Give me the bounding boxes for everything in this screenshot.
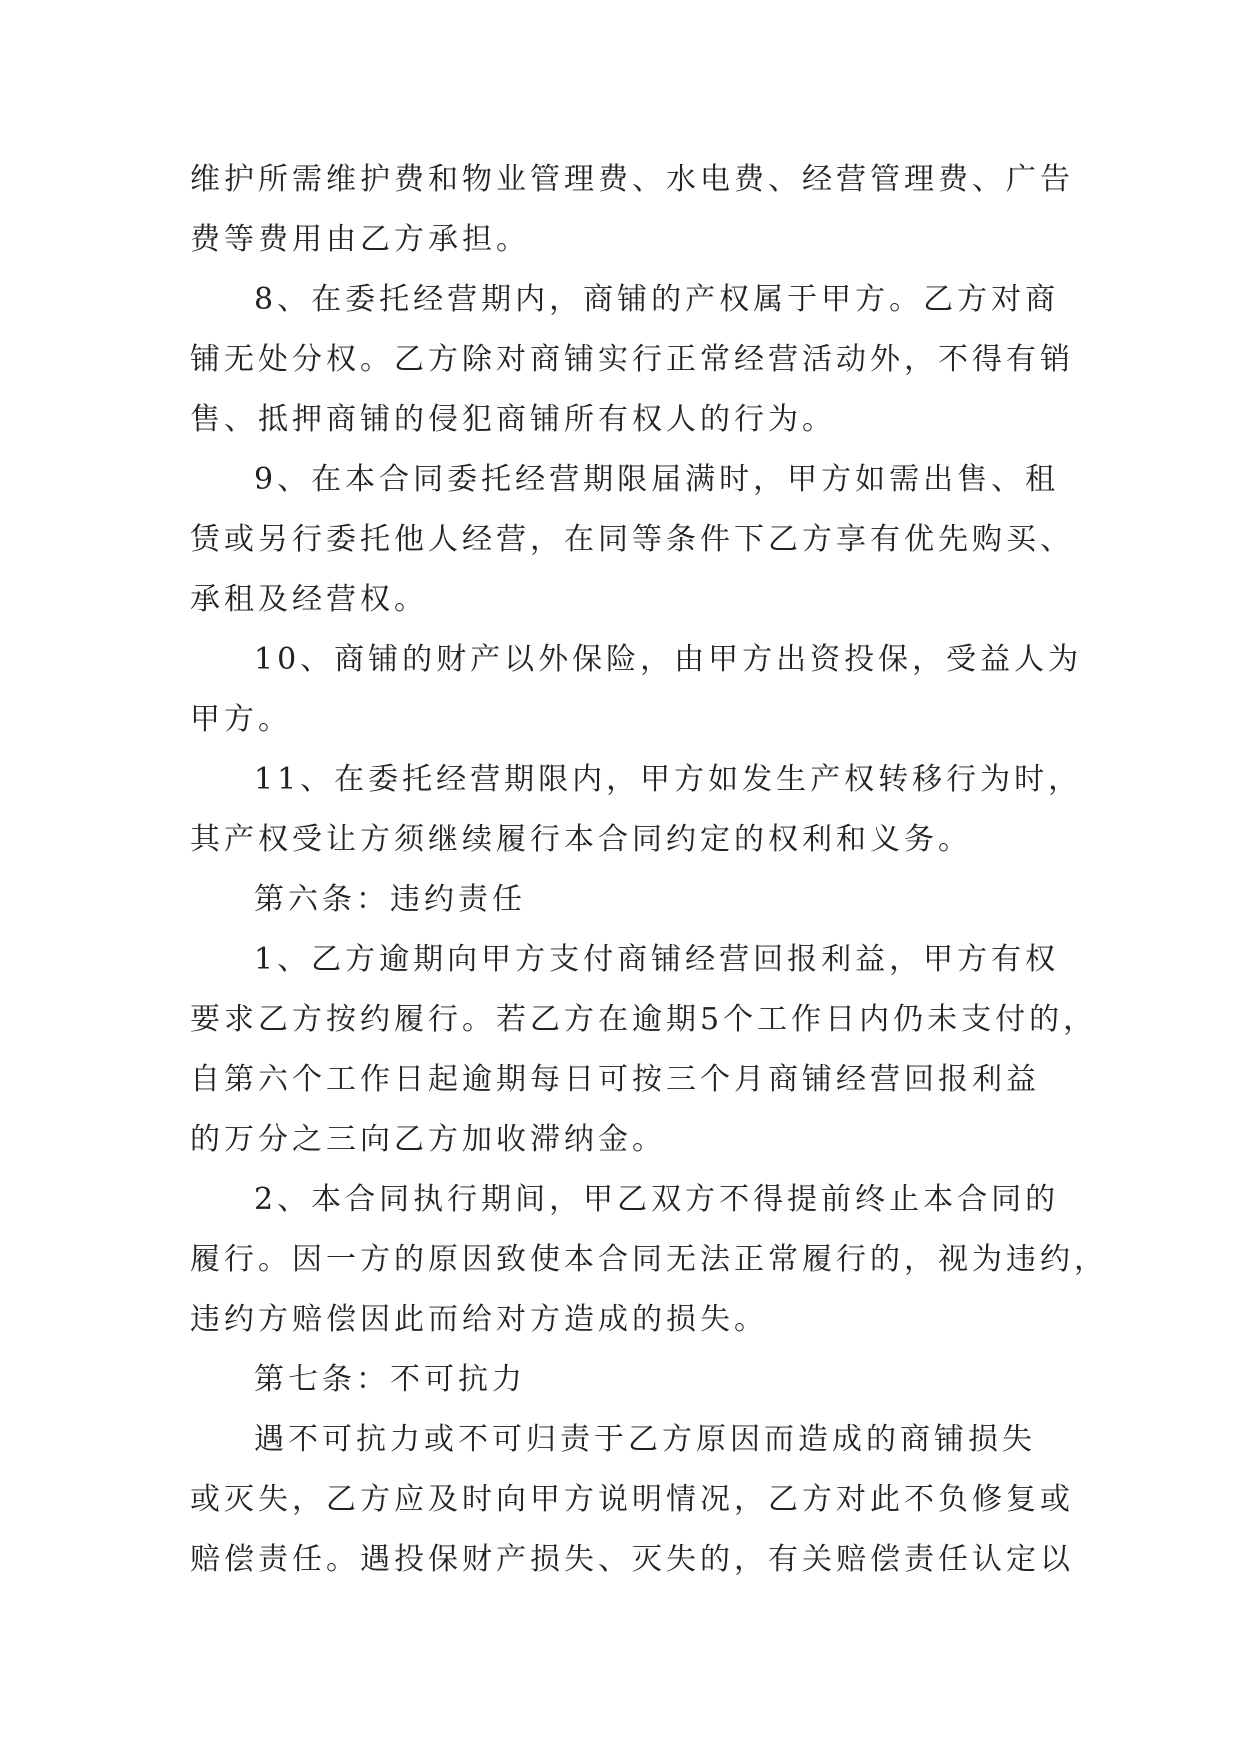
text-line: 的万分之三向乙方加收滞纳金。 <box>190 1122 666 1157</box>
text-line: 遇不可抗力或不可归责于乙方原因而造成的商铺损失 <box>254 1422 1036 1457</box>
text-line: 11、在委托经营期限内，甲方如发生产权转移行为时， <box>254 762 1083 797</box>
text-line: 1、乙方逾期向甲方支付商铺经营回报利益，甲方有权 <box>254 942 1060 977</box>
text-line: 2、本合同执行期间，甲乙双方不得提前终止本合同的 <box>254 1182 1060 1217</box>
text-line: 或灭失，乙方应及时向甲方说明情况，乙方对此不负修复或 <box>190 1482 1074 1517</box>
text-line: 维护所需维护费和物业管理费、水电费、经营管理费、广告 <box>190 162 1074 197</box>
text-line: 9、在本合同委托经营期限届满时，甲方如需出售、租 <box>254 462 1060 497</box>
text-line: 10、商铺的财产以外保险，由甲方出资投保，受益人为 <box>254 642 1083 677</box>
text-line: 甲方。 <box>190 702 292 737</box>
text-line: 要求乙方按约履行。若乙方在逾期5个工作日内仍未支付的， <box>190 1002 1098 1037</box>
text-line: 费等费用由乙方承担。 <box>190 222 530 257</box>
text-line: 8、在委托经营期内，商铺的产权属于甲方。乙方对商 <box>254 282 1060 317</box>
text-line: 承租及经营权。 <box>190 582 428 617</box>
document-page <box>190 150 1108 1590</box>
text-line: 第七条：不可抗力 <box>254 1362 526 1397</box>
text-line: 第六条：违约责任 <box>254 882 526 917</box>
text-line: 违约方赔偿因此而给对方造成的损失。 <box>190 1302 768 1337</box>
text-line: 其产权受让方须继续履行本合同约定的权利和义务。 <box>190 822 972 857</box>
text-line: 铺无处分权。乙方除对商铺实行正常经营活动外，不得有销 <box>190 342 1074 377</box>
text-line: 赔偿责任。遇投保财产损失、灭失的，有关赔偿责任认定以 <box>190 1542 1074 1577</box>
text-line: 履行。因一方的原因致使本合同无法正常履行的，视为违约， <box>190 1242 1108 1277</box>
text-line: 售、抵押商铺的侵犯商铺所有权人的行为。 <box>190 402 836 437</box>
text-line: 赁或另行委托他人经营，在同等条件下乙方享有优先购买、 <box>190 522 1074 557</box>
text-line: 自第六个工作日起逾期每日可按三个月商铺经营回报利益 <box>190 1062 1040 1097</box>
